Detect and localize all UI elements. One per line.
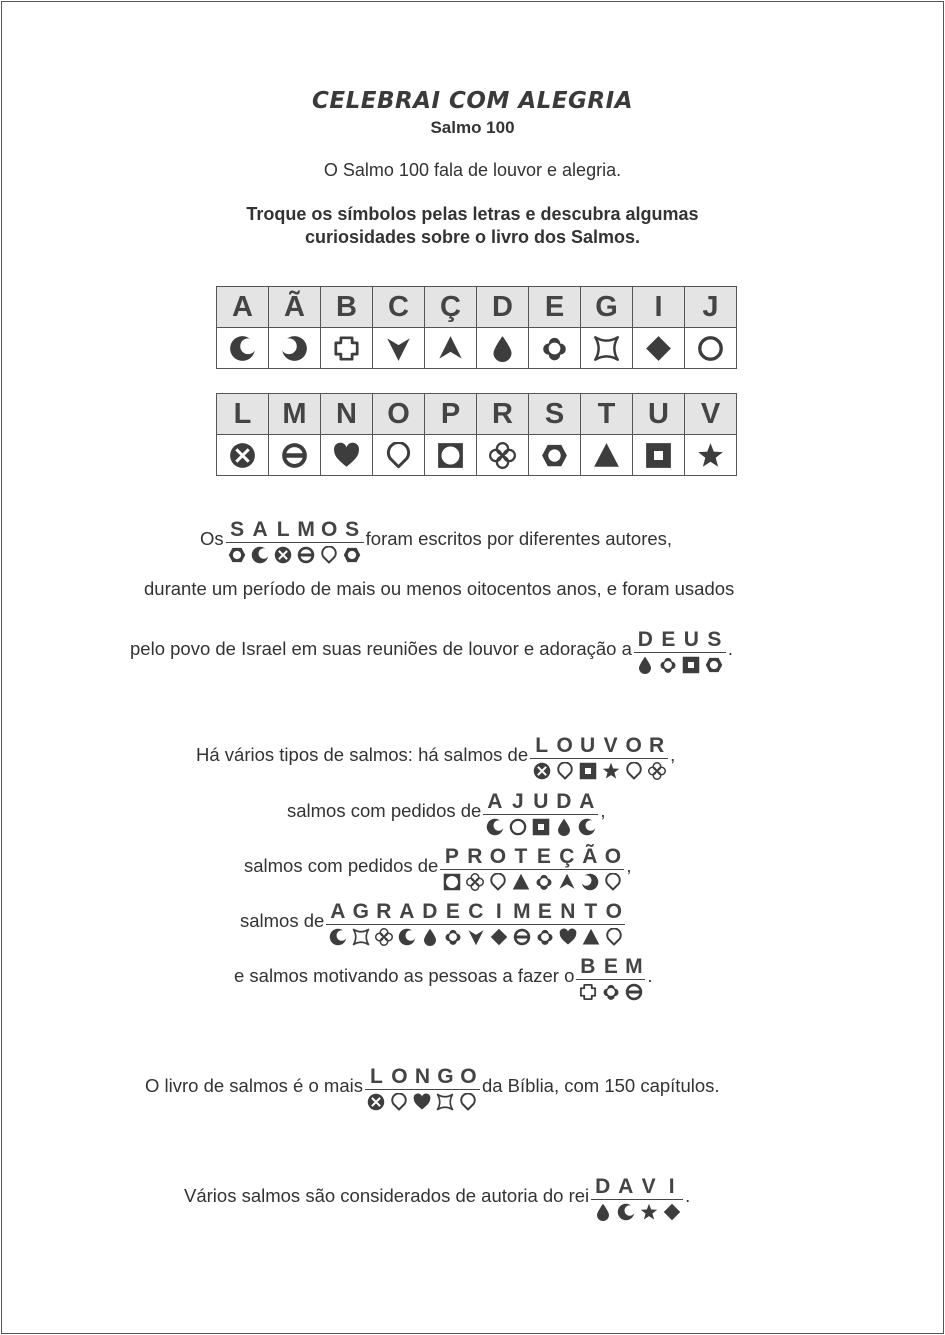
key-letter-cell: I <box>633 287 685 328</box>
cipher-cell <box>553 734 576 780</box>
cipher-cell <box>657 628 680 674</box>
crescent-left-icon <box>578 818 596 836</box>
cipher-cell <box>457 1065 480 1111</box>
crescent-left-icon <box>486 818 504 836</box>
cipher-cell <box>349 900 372 946</box>
key-symbol-cell <box>477 328 529 369</box>
concave-star-icon <box>436 1093 454 1111</box>
key-symbol-cell <box>581 328 633 369</box>
cipher-letter: U <box>576 734 599 759</box>
ring-icon <box>509 818 527 836</box>
cipher-letter: J <box>506 790 529 815</box>
key-symbol-cell <box>633 435 685 476</box>
x-circle-icon <box>229 442 256 469</box>
crescent-right-icon <box>281 335 308 362</box>
heart-icon <box>413 1093 431 1111</box>
cipher-letter: D <box>418 900 441 925</box>
key-symbol-cell <box>269 435 321 476</box>
quatrefoil-ring-icon <box>659 656 677 674</box>
sentence-text: durante um período de mais ou menos oitocentos anos, e foram usados <box>144 578 735 599</box>
cipher-cell <box>591 1175 614 1221</box>
sentence-davi <box>184 1175 690 1221</box>
key-letters-row <box>217 394 737 435</box>
cipher-cell <box>533 900 556 946</box>
cipher-letter: L <box>365 1065 388 1090</box>
x-circle-icon <box>367 1093 385 1111</box>
cipher-cell <box>645 734 668 780</box>
cipher-cell <box>556 900 579 946</box>
flower-icon <box>489 442 516 469</box>
decoded-word-davi <box>591 1175 683 1221</box>
cipher-letter: S <box>226 518 249 543</box>
pin-icon <box>459 1093 477 1111</box>
cipher-letter: E <box>599 955 622 980</box>
notched-square-icon <box>333 335 360 362</box>
heart-icon <box>559 928 577 946</box>
quatrefoil-ring-icon <box>541 335 568 362</box>
key-symbol-cell <box>425 435 477 476</box>
cipher-cell <box>464 900 487 946</box>
sentence-louvor <box>196 734 675 780</box>
sentence-text: salmos de <box>240 910 325 931</box>
cipher-cell <box>579 900 602 946</box>
key-letter-cell: S <box>529 394 581 435</box>
cipher-letter: O <box>486 845 509 870</box>
concave-star-icon <box>593 335 620 362</box>
key-letter-cell: C <box>373 287 425 328</box>
cipher-cell <box>463 845 486 891</box>
drop-icon <box>421 928 439 946</box>
hexagon-ring-icon <box>228 546 246 564</box>
cipher-cell <box>226 518 249 564</box>
cipher-letter: E <box>657 628 680 653</box>
key-symbol-cell <box>373 328 425 369</box>
key-symbol-cell <box>269 328 321 369</box>
key-letter-cell: D <box>477 287 529 328</box>
cipher-letter: D <box>552 790 575 815</box>
instructions <box>0 203 945 249</box>
decoded-word-louvor <box>530 734 668 780</box>
key-letter-cell: N <box>321 394 373 435</box>
pin-icon <box>489 873 507 891</box>
cipher-letter: A <box>395 900 418 925</box>
cipher-cell <box>552 790 575 836</box>
sentence-text: foram escritos por diferentes autores, <box>365 528 673 549</box>
cipher-cell <box>372 900 395 946</box>
cipher-cell <box>529 790 552 836</box>
key-letter-cell: G <box>581 287 633 328</box>
drop-icon <box>636 656 654 674</box>
key-symbol-cell <box>581 435 633 476</box>
hexagon-ring-icon <box>541 442 568 469</box>
drop-icon <box>555 818 573 836</box>
flower-icon <box>466 873 484 891</box>
decoded-word-ajuda <box>483 790 598 836</box>
cipher-letter: I <box>660 1175 683 1200</box>
sentence-text: O livro de salmos é o mais <box>145 1075 363 1096</box>
cipher-cell <box>660 1175 683 1221</box>
key-letter-cell: R <box>477 394 529 435</box>
square-dot-icon <box>532 818 550 836</box>
square-dot-icon <box>579 762 597 780</box>
cipher-letter: E <box>533 900 556 925</box>
sentence-text: salmos com pedidos de <box>287 800 482 821</box>
cipher-cell <box>440 845 463 891</box>
sentence-text: , <box>600 800 606 821</box>
cipher-letter: O <box>602 900 625 925</box>
cipher-letter: T <box>509 845 532 870</box>
cipher-letter: O <box>553 734 576 759</box>
triangle-icon <box>582 928 600 946</box>
key-symbol-cell <box>321 328 373 369</box>
arrow-down-icon <box>467 928 485 946</box>
pin-icon <box>556 762 574 780</box>
key-symbol-cell <box>217 328 269 369</box>
sentence-text: , <box>626 855 632 876</box>
diamond-icon <box>490 928 508 946</box>
cipher-letter: S <box>341 518 364 543</box>
star-icon <box>697 442 724 469</box>
pin-icon <box>625 762 643 780</box>
cipher-cell <box>486 845 509 891</box>
cipher-cell <box>365 1065 388 1111</box>
sentence-text: Vários salmos são considerados de autoria do rei <box>184 1185 590 1206</box>
cipher-cell <box>249 518 272 564</box>
decoded-word-salmos <box>226 518 364 564</box>
cipher-letter: N <box>556 900 579 925</box>
pin-icon <box>390 1093 408 1111</box>
cipher-cell <box>634 628 657 674</box>
key-symbol-cell <box>373 435 425 476</box>
cipher-letter: P <box>440 845 463 870</box>
sentence-period <box>144 568 734 600</box>
cipher-letter: L <box>272 518 295 543</box>
drop-icon <box>489 335 516 362</box>
sentence-salmos <box>200 518 672 564</box>
cipher-letter: A <box>483 790 506 815</box>
instructions-line-1: Troque os símbolos pelas letras e descubra algumas <box>246 204 699 224</box>
cipher-letter: A <box>249 518 272 543</box>
cipher-cell <box>599 955 622 1001</box>
cipher-cell <box>703 628 726 674</box>
crescent-left-icon <box>329 928 347 946</box>
cipher-letter: Ç <box>555 845 578 870</box>
pin-icon <box>385 442 412 469</box>
page-subtitle: Salmo 100 <box>430 118 515 137</box>
key-symbol-cell <box>477 435 529 476</box>
key-symbol-cell <box>529 328 581 369</box>
cipher-letter: E <box>532 845 555 870</box>
cipher-letter: N <box>411 1065 434 1090</box>
cipher-letter: V <box>637 1175 660 1200</box>
key-letter-cell: E <box>529 287 581 328</box>
cipher-letter: O <box>318 518 341 543</box>
key-symbols-row <box>217 435 737 476</box>
crescent-left-icon <box>398 928 416 946</box>
cipher-cell <box>622 955 645 1001</box>
key-letter-cell: Ã <box>269 287 321 328</box>
cipher-letter: M <box>510 900 533 925</box>
sentence-text: . <box>685 1185 691 1206</box>
cipher-cell <box>272 518 295 564</box>
cipher-cell <box>318 518 341 564</box>
cipher-letter: O <box>388 1065 411 1090</box>
minus-circle-icon <box>625 983 643 1001</box>
cipher-cell <box>441 900 464 946</box>
arrow-up-icon <box>558 873 576 891</box>
cipher-letter: C <box>464 900 487 925</box>
key-letter-cell: Ç <box>425 287 477 328</box>
pin-icon <box>320 546 338 564</box>
cipher-cell <box>578 845 601 891</box>
page-title: CELEBRAI COM ALEGRIA <box>311 88 633 114</box>
cipher-cell <box>576 734 599 780</box>
key-symbol-cell <box>217 435 269 476</box>
star-icon <box>640 1203 658 1221</box>
cipher-letter: A <box>614 1175 637 1200</box>
cipher-cell <box>418 900 441 946</box>
cipher-letter: G <box>349 900 372 925</box>
x-circle-icon <box>274 546 292 564</box>
sentence-protecao <box>244 845 632 891</box>
sentence-longo <box>145 1065 720 1111</box>
cipher-cell <box>622 734 645 780</box>
cipher-cell <box>395 900 418 946</box>
cipher-cell <box>602 900 625 946</box>
sentence-deus <box>130 628 733 674</box>
quatrefoil-ring-icon <box>535 873 553 891</box>
quatrefoil-ring-icon <box>602 983 620 1001</box>
cipher-cell <box>411 1065 434 1111</box>
decoded-word-agradecimento <box>326 900 625 946</box>
square-dot-icon <box>682 656 700 674</box>
sentence-text: . <box>727 638 734 659</box>
crescent-left-icon <box>229 335 256 362</box>
cipher-cell <box>680 628 703 674</box>
cipher-letter: A <box>575 790 598 815</box>
cipher-key-table-2 <box>216 393 737 476</box>
cipher-key-table-1 <box>216 286 737 369</box>
diamond-icon <box>645 335 672 362</box>
square-dot-icon <box>645 442 672 469</box>
cipher-letter: V <box>599 734 622 759</box>
cipher-letter: R <box>463 845 486 870</box>
decoded-word-bem <box>576 955 645 1001</box>
key-letter-cell: B <box>321 287 373 328</box>
star-icon <box>602 762 620 780</box>
cipher-letter: I <box>487 900 510 925</box>
cipher-letter: Ã <box>578 845 601 870</box>
key-letter-cell: L <box>217 394 269 435</box>
key-letter-cell: O <box>373 394 425 435</box>
minus-circle-icon <box>297 546 315 564</box>
cipher-letter: O <box>457 1065 480 1090</box>
cipher-letter: E <box>441 900 464 925</box>
flower-icon <box>375 928 393 946</box>
triangle-icon <box>512 873 530 891</box>
cipher-cell <box>599 734 622 780</box>
cipher-cell <box>601 845 624 891</box>
cipher-letter: S <box>703 628 726 653</box>
square-ring-icon <box>437 442 464 469</box>
cipher-letter: O <box>622 734 645 759</box>
decoded-word-longo <box>365 1065 480 1111</box>
cipher-cell <box>575 790 598 836</box>
cipher-cell <box>487 900 510 946</box>
hexagon-ring-icon <box>343 546 361 564</box>
pin-icon <box>605 928 623 946</box>
cipher-letter: R <box>372 900 395 925</box>
sentence-text: . <box>647 965 653 986</box>
sentence-ajuda <box>287 790 606 836</box>
cipher-letter: U <box>680 628 703 653</box>
crescent-left-icon <box>251 546 269 564</box>
sentence-text: da Bíblia, com 150 capítulos. <box>481 1075 720 1096</box>
cipher-cell <box>509 845 532 891</box>
minus-circle-icon <box>281 442 308 469</box>
cipher-cell <box>530 734 553 780</box>
sentence-text: Há vários tipos de salmos: há salmos de <box>196 744 529 765</box>
decoded-word-deus <box>634 628 726 674</box>
cipher-cell <box>295 518 318 564</box>
key-letter-cell: J <box>685 287 737 328</box>
crescent-right-icon <box>581 873 599 891</box>
key-symbols-row <box>217 328 737 369</box>
cipher-cell <box>532 845 555 891</box>
sentence-bem <box>234 955 653 1001</box>
cipher-letter: O <box>601 845 624 870</box>
cipher-letter: M <box>622 955 645 980</box>
key-letter-cell: M <box>269 394 321 435</box>
cipher-cell <box>434 1065 457 1111</box>
cipher-cell <box>510 900 533 946</box>
arrow-down-icon <box>385 335 412 362</box>
arrow-up-icon <box>437 335 464 362</box>
notched-square-icon <box>579 983 597 1001</box>
cipher-letter: L <box>530 734 553 759</box>
cipher-letter: M <box>295 518 318 543</box>
key-letter-cell: V <box>685 394 737 435</box>
flower-icon <box>648 762 666 780</box>
cipher-letter: D <box>634 628 657 653</box>
hexagon-ring-icon <box>705 656 723 674</box>
sentence-text: , <box>670 744 676 765</box>
cipher-letter: D <box>591 1175 614 1200</box>
minus-circle-icon <box>513 928 531 946</box>
key-symbol-cell <box>633 328 685 369</box>
cipher-cell <box>576 955 599 1001</box>
cipher-letter: B <box>576 955 599 980</box>
cipher-letter: R <box>645 734 668 759</box>
intro-text: O Salmo 100 fala de louvor e alegria. <box>323 160 622 180</box>
key-letter-cell: A <box>217 287 269 328</box>
sentence-text: pelo povo de Israel em suas reuniões de louvor e adoração a <box>130 638 632 659</box>
heart-icon <box>333 442 360 469</box>
x-circle-icon <box>533 762 551 780</box>
cipher-letter: T <box>579 900 602 925</box>
cipher-cell <box>388 1065 411 1111</box>
cipher-letter: A <box>326 900 349 925</box>
cipher-cell <box>555 845 578 891</box>
key-symbol-cell <box>321 435 373 476</box>
key-symbol-cell <box>685 328 737 369</box>
sentence-text: e salmos motivando as pessoas a fazer o <box>234 965 575 986</box>
cipher-letter: G <box>434 1065 457 1090</box>
key-letters-row <box>217 287 737 328</box>
sentence-text: Os <box>200 528 224 549</box>
cipher-cell <box>483 790 506 836</box>
key-letter-cell: P <box>425 394 477 435</box>
ring-icon <box>697 335 724 362</box>
key-letter-cell: T <box>581 394 633 435</box>
cipher-letter: U <box>529 790 552 815</box>
instructions-line-2: curiosidades sobre o livro dos Salmos. <box>304 227 641 247</box>
quatrefoil-ring-icon <box>444 928 462 946</box>
sentence-agradecimento <box>240 900 627 946</box>
cipher-cell <box>506 790 529 836</box>
concave-star-icon <box>352 928 370 946</box>
cipher-cell <box>637 1175 660 1221</box>
cipher-cell <box>614 1175 637 1221</box>
triangle-icon <box>593 442 620 469</box>
key-letter-cell: U <box>633 394 685 435</box>
cipher-cell <box>326 900 349 946</box>
key-symbol-cell <box>529 435 581 476</box>
sentence-text: salmos com pedidos de <box>244 855 439 876</box>
key-symbol-cell <box>425 328 477 369</box>
square-ring-icon <box>443 873 461 891</box>
decoded-word-protecao <box>440 845 624 891</box>
diamond-icon <box>663 1203 681 1221</box>
key-symbol-cell <box>685 435 737 476</box>
cipher-cell <box>341 518 364 564</box>
pin-icon <box>604 873 622 891</box>
drop-icon <box>594 1203 612 1221</box>
quatrefoil-ring-icon <box>536 928 554 946</box>
crescent-left-icon <box>617 1203 635 1221</box>
